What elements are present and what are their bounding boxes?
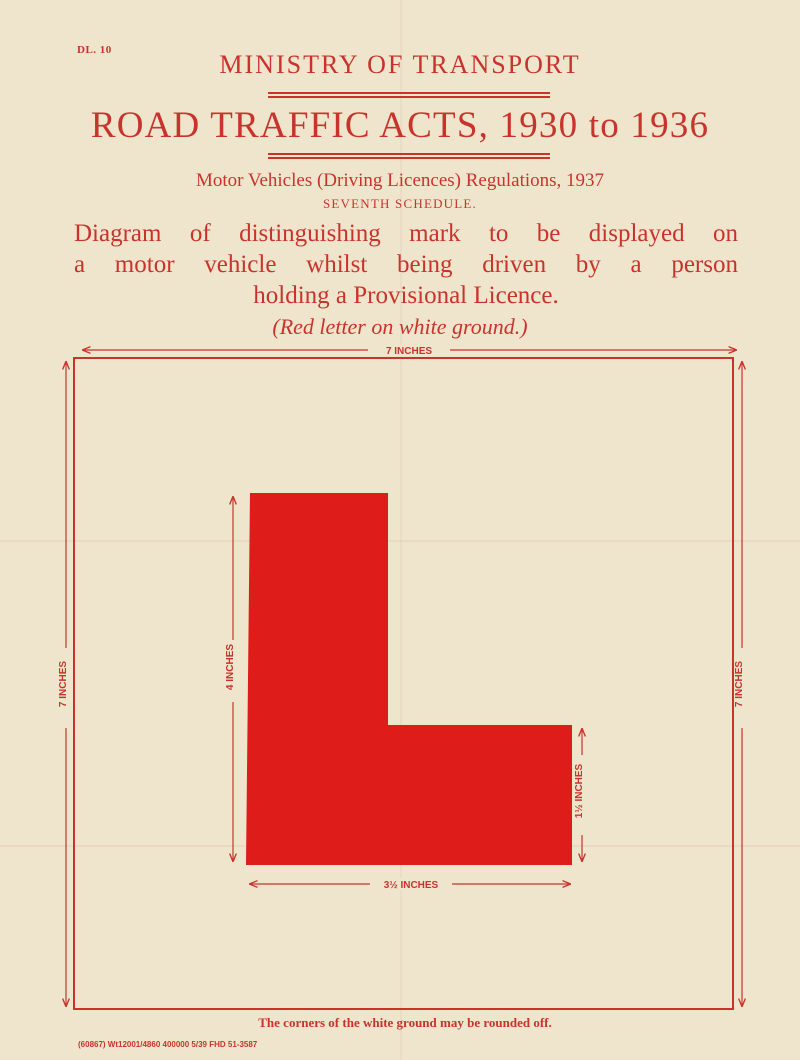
- footer-note: The corners of the white ground may be rounded off.: [258, 1015, 552, 1030]
- acts-heading: ROAD TRAFFIC ACTS, 1930 to 1936: [90, 105, 710, 146]
- schedule-title: SEVENTH SCHEDULE.: [322, 196, 477, 211]
- l-letter: [246, 493, 572, 865]
- description-line: a motor vehicle whilst being driven by a person: [74, 251, 738, 278]
- print-code: (60867) Wt12001/4860 400000 5/39 FHD 51-3587: [78, 1040, 258, 1049]
- description-line: Diagram of distinguishing mark to be displayed on: [74, 220, 738, 247]
- dimension-label-right: 7 INCHES: [734, 660, 745, 708]
- dimension-label-left: 7 INCHES: [58, 660, 69, 708]
- dimension-label-stroke-width: 1½ INCHES: [574, 763, 585, 819]
- regulations-title: Motor Vehicles (Driving Licences) Regulations, 1937: [195, 170, 605, 191]
- description-line: holding a Provisional Licence.: [253, 282, 559, 309]
- plate-outline: [74, 358, 733, 1009]
- ministry-heading: MINISTRY OF TRANSPORT: [219, 50, 581, 79]
- form-code: DL. 10: [77, 44, 112, 56]
- dimension-label-letter-width: 3½ INCHES: [383, 880, 439, 891]
- dimension-label-top: 7 INCHES: [385, 346, 433, 357]
- colour-note: (Red letter on white ground.): [272, 314, 528, 339]
- dimension-label-letter-height: 4 INCHES: [225, 643, 236, 691]
